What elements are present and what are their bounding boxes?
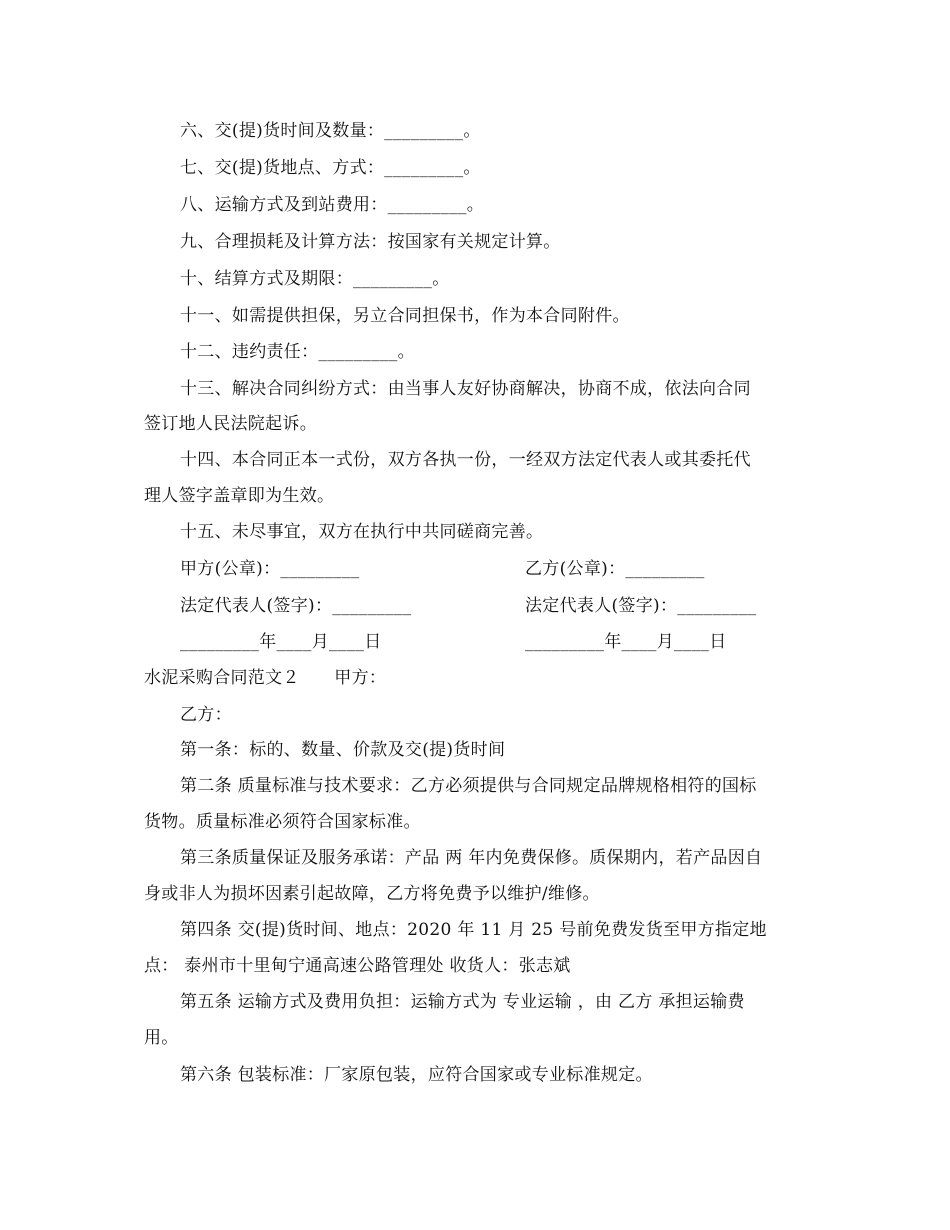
party-a-date: _________年____月____日: [180, 632, 382, 652]
article-2-line-1: 第二条 质量标准与技术要求：乙方必须提供与合同规定品牌规格相符的国标: [180, 776, 757, 796]
clause-13-line-2: 签订地人民法院起诉。: [144, 414, 317, 434]
article-5-line-2: 用。: [144, 1028, 179, 1048]
article-3-line-2: 身或非人为损坏因素引起故障，乙方将免费予以维护/维修。: [144, 884, 600, 904]
article-4-line-2: 点： 泰州市十里甸宁通高速公路管理处 收货人：张志斌: [144, 956, 571, 976]
clause-7: 七、交(提)货地点、方式：_________。: [180, 158, 481, 178]
article-4-line-1: 第四条 交(提)货时间、地点：2020 年 11 月 25 号前免费发货至甲方指定地: [180, 920, 767, 940]
article-2-line-2: 货物。质量标准必须符合国家标准。: [144, 812, 421, 832]
party-b-date: _________年____月____日: [525, 632, 727, 652]
clause-14-line-1: 十四、本合同正本一式份，双方各执一份，一经双方法定代表人或其委托代: [180, 450, 751, 470]
party-b-seal: 乙方(公章)：_________: [525, 559, 705, 579]
clause-8: 八、运输方式及到站费用：_________。: [180, 195, 485, 215]
clause-13-line-1: 十三、解决合同纠纷方式：由当事人友好协商解决，协商不成，依法向合同: [180, 379, 751, 399]
article-6: 第六条 包装标准：厂家原包装，应符合国家或专业标准规定。: [180, 1065, 653, 1085]
clause-11: 十一、如需提供担保，另立合同担保书，作为本合同附件。: [180, 306, 630, 326]
clause-10: 十、结算方式及期限：_________。: [180, 269, 450, 289]
party-b-representative: 法定代表人(签字)：_________: [525, 596, 757, 616]
clause-9: 九、合理损耗及计算方法：按国家有关规定计算。: [180, 232, 561, 252]
clause-15: 十五、未尽事宜，双方在执行中共同磋商完善。: [180, 522, 544, 542]
section-title-contract-2: 水泥采购合同范文２ 甲方：: [144, 668, 387, 688]
clause-12: 十二、违约责任：_________。: [180, 342, 415, 362]
party-a-representative: 法定代表人(签字)：_________: [180, 596, 412, 616]
article-5-line-1: 第五条 运输方式及费用负担：运输方式为 专业运输 ，由 乙方 承担运输费: [180, 992, 745, 1012]
article-3-line-1: 第三条质量保证及服务承诺：产品 两 年内免费保修。质保期内，若产品因自: [180, 848, 763, 868]
clause-6: 六、交(提)货时间及数量：_________。: [180, 121, 481, 141]
party-b-label: 乙方：: [180, 705, 232, 725]
party-a-seal: 甲方(公章)：_________: [180, 559, 360, 579]
clause-14-line-2: 理人签字盖章即为生效。: [144, 486, 335, 506]
article-1: 第一条：标的、数量、价款及交(提)货时间: [180, 740, 506, 760]
